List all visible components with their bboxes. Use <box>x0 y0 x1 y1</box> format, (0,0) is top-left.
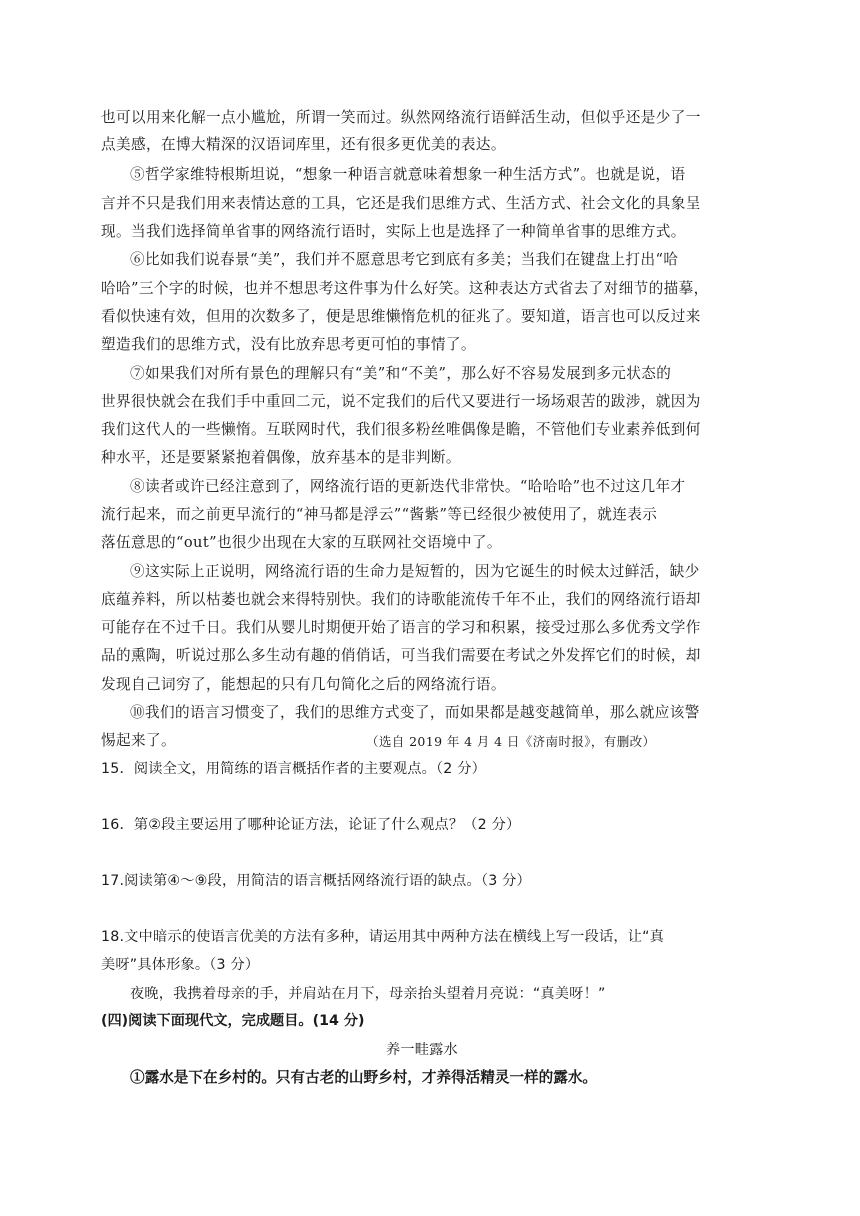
paragraph-8-line-2: 流行起来，而之前更早流行的“神马都是浮云”“酱紫”等已经很少被使用了，就连表示 <box>101 506 658 523</box>
paragraph-9-line-5: 发现自己词穷了，能想起的只有几句简化之后的网络流行语。 <box>101 676 506 693</box>
paragraph-6-line-2: 哈哈”三个字的时候，也并不想思考这件事为什么好笑。这种表达方式省去了对细节的描摹， <box>101 280 709 297</box>
question-18-line-2: 美呀”具体形象。（3 分） <box>101 957 260 973</box>
paragraph-6-line-3: 看似快速有效，但用的次数多了，便是思维懒惰危机的征兆了。要知道，语言也可以反过来 <box>101 308 701 325</box>
paragraph-9-line-4: 品的熏陶，听说过那么多生动有趣的俏俏话，可当我们需要在考试之外发挥它们的时候，却 <box>101 647 701 664</box>
paragraph-4-line-1: 也可以用来化解一点小尴尬，所谓一笑而过。纵然网络流行语鲜活生动，但似乎还是少了一 <box>101 109 701 126</box>
paragraph-9-line-2: 底蕴养料，所以枯萎也就会来得特别快。我们的诗歌能流传千年不止，我们的网络流行语却 <box>101 591 701 608</box>
paragraph-8-line-1: ⑧读者或许已经注意到了，网络流行语的更新迭代非常快。“哈哈哈”也不过这几年才 <box>130 478 686 495</box>
paragraph-5-line-1: ⑤哲学家维特根斯坦说，“想象一种语言就意味着想象一种生活方式”。也就是说，语 <box>130 166 686 183</box>
paragraph-9-line-1: ⑨这实际上正说明，网络流行语的生命力是短暂的，因为它诞生的时候太过鲜活，缺少 <box>130 563 700 580</box>
paragraph-5-line-2: 言并不只是我们用来表情达意的工具，它还是我们思维方式、生活方式、社会文化的具象呈 <box>101 195 701 212</box>
question-15: 15．阅读全文，用简练的语言概括作者的主要观点。（2 分） <box>101 761 486 777</box>
paragraph-9-line-3: 可能存在不过千日。我们从婴儿时期便开始了语言的学习和积累，接受过那么多优秀文学作 <box>101 619 701 636</box>
question-18-line-1: 18.文中暗示的使语言优美的方法有多种，请运用其中两种方法在横线上写一段话，让“真 <box>101 929 665 945</box>
question-17: 17.阅读第④～⑨段，用简洁的语言概括网络流行语的缺点。（3 分） <box>101 873 531 889</box>
paragraph-7-line-3: 我们这代人的一些懒惰。互联网时代，我们很多粉丝唯偶像是瞻，不管他们专业素养低到何 <box>101 421 701 438</box>
question-18-prompt: 夜晚，我携着母亲的手，并肩站在月下，母亲抬头望着月亮说：“真美呀！” <box>130 986 606 1002</box>
paragraph-4-line-2: 点美感，在博大精深的汉语词库里，还有很多更优美的表达。 <box>101 136 506 153</box>
section-4-title: 养一畦露水 <box>386 1042 458 1058</box>
paragraph-6-line-4: 塑造我们的思维方式，没有比放弃思考更可怕的事情了。 <box>101 336 476 353</box>
section-4-heading: (四)阅读下面现代文，完成题目。(14 分) <box>101 1013 365 1029</box>
paragraph-10-line-2: 惕起来了。 <box>101 732 176 749</box>
source-citation: （选自 2019 年 4 月 4 日《济南时报》，有删改） <box>366 734 656 749</box>
paragraph-7-line-1: ⑦如果我们对所有景色的理解只有“美”和“不美”，那么好不容易发展到多元状态的 <box>130 365 672 382</box>
paragraph-6-line-1: ⑥比如我们说春景“美”，我们并不愿意思考它到底有多美；当我们在键盘上打出“哈 <box>130 251 679 268</box>
paragraph-5-line-3: 现。当我们选择简单省事的网络流行语时，实际上也是选择了一种简单省事的思维方式。 <box>101 223 686 240</box>
question-16: 16．第②段主要运用了哪种论证方法，论证了什么观点？（2 分） <box>101 817 521 833</box>
section-4-first-line: ①露水是下在乡村的。只有古老的山野乡村，才养得活精灵一样的露水。 <box>130 1069 598 1086</box>
paragraph-10-line-1: ⑩我们的语言习惯变了，我们的思维方式变了，而如果都是越变越简单，那么就应该警 <box>130 704 700 721</box>
paragraph-8-line-3: 落伍意思的“out”也很少出现在大家的互联网社交语境中了。 <box>101 534 502 551</box>
paragraph-7-line-2: 世界很快就会在我们手中重回二元，说不定我们的后代又要进行一场场艰苦的跋涉，就因为 <box>101 393 701 410</box>
paragraph-7-line-4: 种水平，还是要紧紧抱着偶像，放弃基本的是非判断。 <box>101 449 461 466</box>
